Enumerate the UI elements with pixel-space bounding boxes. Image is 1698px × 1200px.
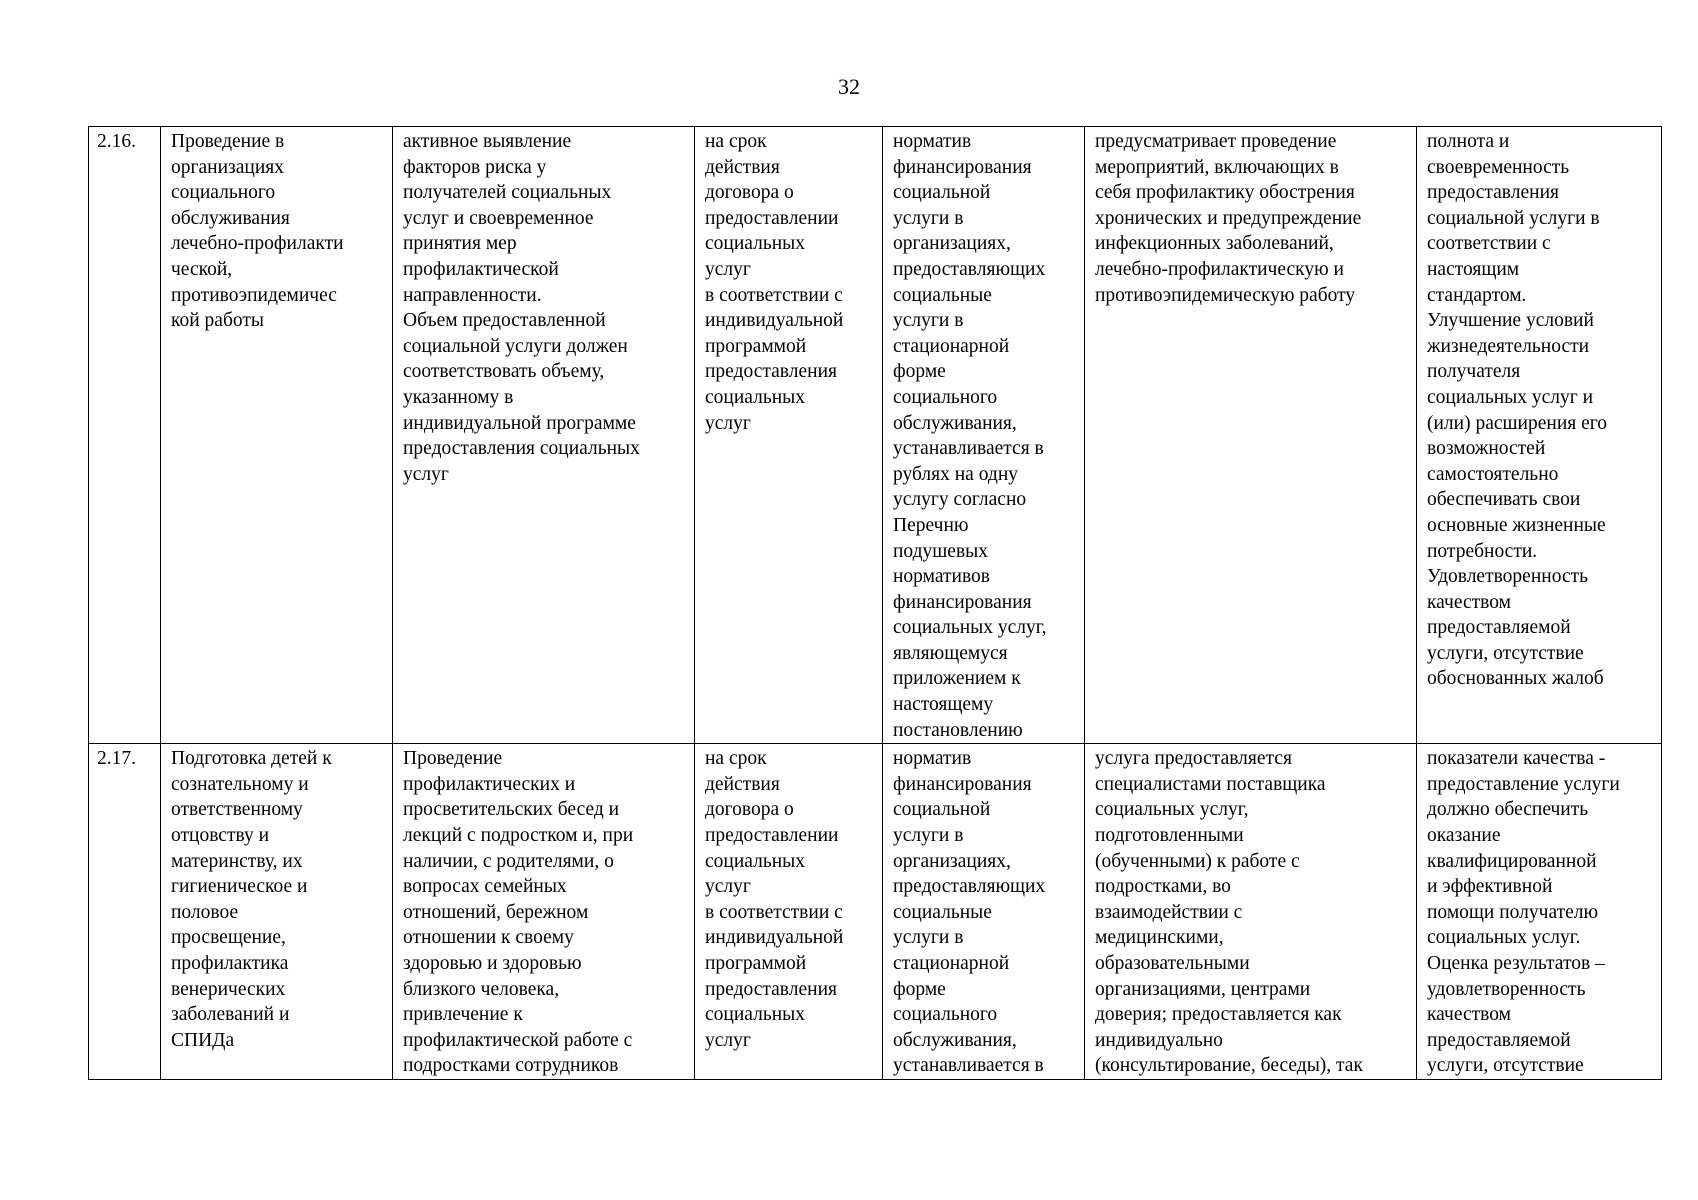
quality-cell: полнота и своевременность предоставления социальной услуги в соответствии с настоящим стандартом. Улучшение условий жизнедеятельности получателя социальных услуг и (или) расширения его возможностей самостоятельно обеспечивать свои основные жизненные потребности. Удовлетворенность качеством предоставляемой услуги, отсутствие обоснованных жалоб [1417,127,1662,744]
service-term-cell: на срок действия договора о предоставлении социальных услуг в соответствии с индивидуальной программой предоставления социальных услуг [695,744,883,1080]
conditions-cell: услуга предоставляется специалистами поставщика социальных услуг, подготовленными (обученными) к работе с подростками, во взаимодействии с медицинскими, образовательными организациями, центрами доверия; предоставляется как индивидуально (консультирование, беседы), так [1085,744,1417,1080]
row-number-cell: 2.17. [89,744,161,1080]
service-name-cell: Проведение в организациях социального обслуживания лечебно-профилакти ческой, противоэпидемичес кой работы [161,127,393,744]
page-number: 32 [838,74,860,99]
service-name-cell: Подготовка детей к сознательному и ответственному отцовству и материнству, их гигиеническое и половое просвещение, профилактика венерических заболеваний и СПИДа [161,744,393,1080]
conditions-cell: предусматривает проведение мероприятий, включающих в себя профилактику обострения хронических и предупреждение инфекционных заболеваний, лечебно-профилактическую и противоэпидемическую работу [1085,127,1417,744]
service-term-cell: на срок действия договора о предоставлении социальных услуг в соответствии с индивидуальной программой предоставления социальных услуг [695,127,883,744]
funding-cell: норматив финансирования социальной услуги в организациях, предоставляющих социальные услуги в стационарной форме социального обслуживания, устанавливается в рублях на одну услугу согласно Перечню подушевых нормативов финансирования социальных услуг, являющемуся приложением к настоящему постановлению [883,127,1085,744]
quality-cell: показатели качества - предоставление услуги должно обеспечить оказание квалифицированной и эффективной помощи получателю социальных услуг. Оценка результатов – удовлетворенность качеством предоставляемой услуги, отсутствие [1417,744,1662,1080]
table-row [89,744,1662,1080]
row-number-cell: 2.16. [89,127,161,744]
services-table [88,126,1662,1080]
funding-cell: норматив финансирования социальной услуги в организациях, предоставляющих социальные услуги в стационарной форме социального обслуживания, устанавливается в [883,744,1085,1080]
table-row [89,127,1662,744]
service-content-cell: активное выявление факторов риска у получателей социальных услуг и своевременное принятия мер профилактической направленности. Объем предоставленной социальной услуги должен соответствовать объему, указанному в индивидуальной программе предоставления социальных услуг [393,127,695,744]
service-content-cell: Проведение профилактических и просветительских бесед и лекций с подростком и, при наличии, с родителями, о вопросах семейных отношений, бережном отношении к своему здоровью и здоровью близкого человека, привлечение к профилактической работе с подростками сотрудников [393,744,695,1080]
